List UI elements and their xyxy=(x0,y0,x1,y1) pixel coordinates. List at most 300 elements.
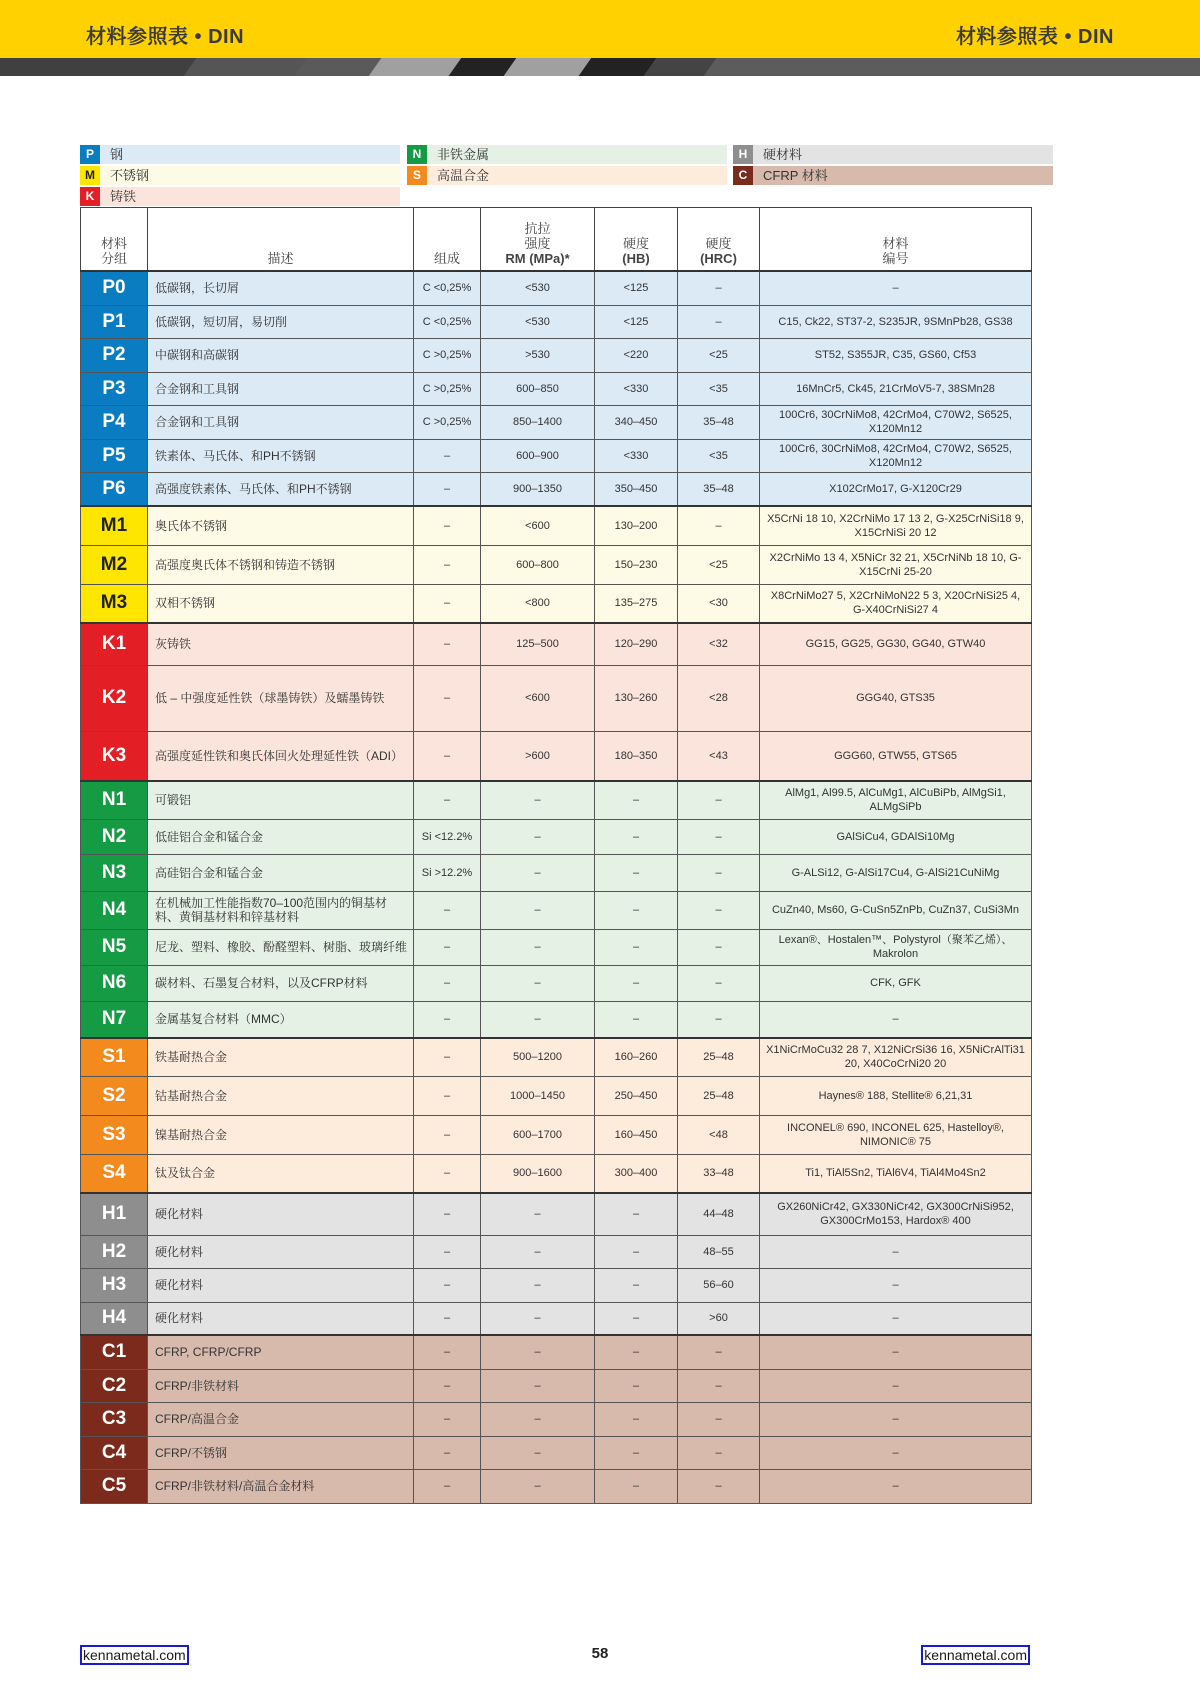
hardness-hrc-value: 35–48 xyxy=(678,472,760,506)
material-number-value: – xyxy=(760,1268,1032,1302)
hardness-hb-value: 135–275 xyxy=(595,584,678,623)
hardness-hb-value: <220 xyxy=(595,338,678,372)
hardness-hrc-value: – xyxy=(678,891,760,929)
material-number-value: G-ALSi12, G-AlSi17Cu4, G-AlSi21CuNiMg xyxy=(760,854,1032,891)
hardness-hb-value: – xyxy=(595,1268,678,1302)
tensile-strength-value: – xyxy=(481,781,595,819)
material-number-value: – xyxy=(760,1436,1032,1469)
composition-value: – xyxy=(414,665,481,731)
tensile-strength-value: >530 xyxy=(481,338,595,372)
composition-value: – xyxy=(414,965,481,1001)
hardness-hb-value: – xyxy=(595,1436,678,1469)
legend-badge: S xyxy=(407,166,427,185)
hardness-hb-value: – xyxy=(595,854,678,891)
header-tensile-strength: 抗拉 强度 RM (MPa)* xyxy=(481,208,595,272)
hardness-hrc-value: <43 xyxy=(678,731,760,781)
composition-value: Si <12.2% xyxy=(414,819,481,854)
material-group-code: S2 xyxy=(81,1076,148,1115)
header-material-number: 材料 编号 xyxy=(760,208,1032,272)
tensile-strength-value: – xyxy=(481,1369,595,1402)
table-row xyxy=(81,781,1032,819)
material-description: CFRP/非铁材料 xyxy=(148,1369,414,1402)
hardness-hb-value: – xyxy=(595,1302,678,1335)
tensile-strength-value: – xyxy=(481,1193,595,1235)
hardness-hb-value: 130–200 xyxy=(595,506,678,545)
legend-column xyxy=(80,145,400,208)
material-group-code: N2 xyxy=(81,819,148,854)
table-row xyxy=(81,1001,1032,1038)
tensile-strength-value: 600–800 xyxy=(481,545,595,584)
hardness-hrc-value: – xyxy=(678,1335,760,1369)
hardness-hb-value: 180–350 xyxy=(595,731,678,781)
legend-item xyxy=(80,187,400,208)
composition-value: – xyxy=(414,1076,481,1115)
hardness-hb-value: 160–260 xyxy=(595,1038,678,1076)
legend-label: 钢 xyxy=(100,145,400,164)
hardness-hrc-value: >60 xyxy=(678,1302,760,1335)
legend-badge: P xyxy=(80,145,100,164)
material-group-code: M3 xyxy=(81,584,148,623)
table-row xyxy=(81,545,1032,584)
material-group-code: N7 xyxy=(81,1001,148,1038)
tensile-strength-value: 500–1200 xyxy=(481,1038,595,1076)
material-number-value: – xyxy=(760,271,1032,305)
table-row xyxy=(81,405,1032,439)
tensile-strength-value: 600–1700 xyxy=(481,1115,595,1154)
page-header-bar xyxy=(0,0,1200,58)
composition-value: – xyxy=(414,1038,481,1076)
tensile-strength-value: >600 xyxy=(481,731,595,781)
legend-item xyxy=(407,166,727,187)
tensile-strength-value: 125–500 xyxy=(481,623,595,665)
hardness-hrc-value: – xyxy=(678,1001,760,1038)
material-number-value: – xyxy=(760,1335,1032,1369)
material-group-code: H2 xyxy=(81,1235,148,1268)
tensile-strength-value: 850–1400 xyxy=(481,405,595,439)
legend-badge: H xyxy=(733,145,753,164)
table-row xyxy=(81,338,1032,372)
material-description: 低硅铝合金和锰合金 xyxy=(148,819,414,854)
hardness-hb-value: – xyxy=(595,1402,678,1436)
header-description: 描述 xyxy=(148,208,414,272)
tensile-strength-value: <530 xyxy=(481,305,595,338)
tensile-strength-value: – xyxy=(481,1268,595,1302)
table-row xyxy=(81,1268,1032,1302)
legend-label: CFRP 材料 xyxy=(753,166,1053,185)
tensile-strength-value: 600–850 xyxy=(481,372,595,405)
composition-value: C >0,25% xyxy=(414,372,481,405)
hardness-hb-value: – xyxy=(595,929,678,965)
hardness-hb-value: <125 xyxy=(595,271,678,305)
material-description: 高强度延性铁和奥氏体回火处理延性铁（ADI） xyxy=(148,731,414,781)
material-number-value: ST52, S355JR, C35, GS60, Cf53 xyxy=(760,338,1032,372)
composition-value: – xyxy=(414,472,481,506)
material-group-code: S3 xyxy=(81,1115,148,1154)
material-description: 在机械加工性能指数70–100范围内的铜基材料、黄铜基材料和锌基材料 xyxy=(148,891,414,929)
header-composition: 组成 xyxy=(414,208,481,272)
legend-item xyxy=(733,166,1053,187)
composition-value: – xyxy=(414,781,481,819)
tensile-strength-value: – xyxy=(481,1469,595,1503)
hardness-hb-value: – xyxy=(595,965,678,1001)
composition-value: – xyxy=(414,891,481,929)
tensile-strength-value: – xyxy=(481,1402,595,1436)
material-number-value: – xyxy=(760,1235,1032,1268)
table-row xyxy=(81,929,1032,965)
tensile-strength-value: – xyxy=(481,854,595,891)
hardness-hb-value: <330 xyxy=(595,439,678,472)
hardness-hb-value: 350–450 xyxy=(595,472,678,506)
hardness-hrc-value: – xyxy=(678,929,760,965)
material-group-code: H1 xyxy=(81,1193,148,1235)
hardness-hrc-value: <48 xyxy=(678,1115,760,1154)
hardness-hb-value: – xyxy=(595,781,678,819)
material-description: 高强度奥氏体不锈钢和铸造不锈钢 xyxy=(148,545,414,584)
table-row xyxy=(81,305,1032,338)
material-number-value: X8CrNiMo27 5, X2CrNiMoN22 5 3, X20CrNiSi25 4, G-X40CrNiSi27 4 xyxy=(760,584,1032,623)
tensile-strength-value: <600 xyxy=(481,506,595,545)
hardness-hb-value: 160–450 xyxy=(595,1115,678,1154)
composition-value: C <0,25% xyxy=(414,271,481,305)
tensile-strength-value: – xyxy=(481,1335,595,1369)
kennametal-link-right[interactable]: kennametal.com xyxy=(921,1645,1030,1665)
legend-item xyxy=(80,145,400,166)
kennametal-link-left[interactable]: kennametal.com xyxy=(80,1645,189,1665)
material-description: 尼龙、塑料、橡胶、酚醛塑料、树脂、玻璃纤维 xyxy=(148,929,414,965)
hardness-hb-value: 340–450 xyxy=(595,405,678,439)
hardness-hrc-value: – xyxy=(678,854,760,891)
composition-value: – xyxy=(414,1302,481,1335)
material-number-value: GAlSiCu4, GDAlSi10Mg xyxy=(760,819,1032,854)
table-row xyxy=(81,1193,1032,1235)
hardness-hrc-value: 25–48 xyxy=(678,1076,760,1115)
material-group-code: K1 xyxy=(81,623,148,665)
footer-right xyxy=(921,1645,1030,1665)
hardness-hrc-value: – xyxy=(678,1369,760,1402)
material-number-value: X1NiCrMoCu32 28 7, X12NiCrSi36 16, X5NiCrAlTi31 20, X40CoCrNi20 20 xyxy=(760,1038,1032,1076)
table-row xyxy=(81,472,1032,506)
hardness-hrc-value: – xyxy=(678,1402,760,1436)
material-description: 钛及钛合金 xyxy=(148,1154,414,1193)
header-hardness-hb: 硬度 (HB) xyxy=(595,208,678,272)
material-group-code: N6 xyxy=(81,965,148,1001)
table-row xyxy=(81,1302,1032,1335)
legend-badge: K xyxy=(80,187,100,206)
tensile-strength-value: 900–1350 xyxy=(481,472,595,506)
composition-value: – xyxy=(414,1335,481,1369)
hardness-hb-value: <330 xyxy=(595,372,678,405)
composition-value: – xyxy=(414,545,481,584)
material-description: 奥氏体不锈钢 xyxy=(148,506,414,545)
material-group-code: N1 xyxy=(81,781,148,819)
tensile-strength-value: <600 xyxy=(481,665,595,731)
hardness-hrc-value: 44–48 xyxy=(678,1193,760,1235)
tensile-strength-value: <530 xyxy=(481,271,595,305)
material-group-code: K3 xyxy=(81,731,148,781)
material-group-code: P2 xyxy=(81,338,148,372)
material-number-value: – xyxy=(760,1369,1032,1402)
material-description: 灰铸铁 xyxy=(148,623,414,665)
table-row xyxy=(81,1154,1032,1193)
material-description: 低 – 中强度延性铁（球墨铸铁）及蠕墨铸铁 xyxy=(148,665,414,731)
hardness-hrc-value: – xyxy=(678,1469,760,1503)
decorative-stripe xyxy=(0,58,1200,76)
tensile-strength-value: – xyxy=(481,965,595,1001)
table-row xyxy=(81,891,1032,929)
hardness-hb-value: – xyxy=(595,891,678,929)
hardness-hb-value: 250–450 xyxy=(595,1076,678,1115)
hardness-hb-value: – xyxy=(595,1335,678,1369)
hardness-hrc-value: 25–48 xyxy=(678,1038,760,1076)
material-group-code: K2 xyxy=(81,665,148,731)
material-group-code: H3 xyxy=(81,1268,148,1302)
composition-value: – xyxy=(414,929,481,965)
material-group-code: P1 xyxy=(81,305,148,338)
composition-value: – xyxy=(414,1154,481,1193)
hardness-hrc-value: – xyxy=(678,271,760,305)
material-number-value: – xyxy=(760,1302,1032,1335)
material-number-value: GGG60, GTW55, GTS65 xyxy=(760,731,1032,781)
material-reference-table xyxy=(80,207,1032,1504)
material-group-code: P6 xyxy=(81,472,148,506)
composition-value: Si >12.2% xyxy=(414,854,481,891)
tensile-strength-value: – xyxy=(481,1235,595,1268)
material-number-value: INCONEL® 690, INCONEL 625, Hastelloy®, NIMONIC® 75 xyxy=(760,1115,1032,1154)
composition-value: – xyxy=(414,1115,481,1154)
hardness-hrc-value: <32 xyxy=(678,623,760,665)
material-description: 碳材料、石墨复合材料，以及CFRP材料 xyxy=(148,965,414,1001)
material-number-value: GG15, GG25, GG30, GG40, GTW40 xyxy=(760,623,1032,665)
hardness-hrc-value: <35 xyxy=(678,439,760,472)
material-group-code: N5 xyxy=(81,929,148,965)
hardness-hb-value: 150–230 xyxy=(595,545,678,584)
table-row xyxy=(81,506,1032,545)
legend-item xyxy=(80,166,400,187)
hardness-hb-value: – xyxy=(595,819,678,854)
table-row xyxy=(81,1436,1032,1469)
material-description: CFRP/高温合金 xyxy=(148,1402,414,1436)
hardness-hrc-value: 33–48 xyxy=(678,1154,760,1193)
composition-value: – xyxy=(414,584,481,623)
composition-value: – xyxy=(414,731,481,781)
material-description: 低碳钢，短切屑，易切削 xyxy=(148,305,414,338)
legend-item xyxy=(733,145,1053,166)
hardness-hb-value: 120–290 xyxy=(595,623,678,665)
table-row xyxy=(81,1369,1032,1402)
material-number-value: Ti1, TiAl5Sn2, TiAl6V4, TiAl4Mo4Sn2 xyxy=(760,1154,1032,1193)
material-description: 低碳钢，长切屑 xyxy=(148,271,414,305)
composition-value: – xyxy=(414,439,481,472)
composition-value: – xyxy=(414,1001,481,1038)
composition-value: – xyxy=(414,1235,481,1268)
material-description: 合金钢和工具钢 xyxy=(148,405,414,439)
table-row xyxy=(81,731,1032,781)
legend-column xyxy=(733,145,1053,187)
legend-label: 不锈钢 xyxy=(100,166,400,185)
material-group-code: M2 xyxy=(81,545,148,584)
table-row xyxy=(81,665,1032,731)
page-number: 58 xyxy=(591,1645,609,1662)
material-number-value: X2CrNiMo 13 4, X5NiCr 32 21, X5CrNiNb 18 10, G-X15CrNi 25-20 xyxy=(760,545,1032,584)
material-number-value: GX260NiCr42, GX330NiCr42, GX300CrNiSi952, GX300CrMo153, Hardox® 400 xyxy=(760,1193,1032,1235)
legend-column xyxy=(407,145,727,187)
hardness-hrc-value: 56–60 xyxy=(678,1268,760,1302)
table-row xyxy=(81,965,1032,1001)
hardness-hrc-value: – xyxy=(678,819,760,854)
material-description: 硬化材料 xyxy=(148,1193,414,1235)
footer-left xyxy=(80,1645,189,1665)
table-row xyxy=(81,1115,1032,1154)
material-number-value: C15, Ck22, ST37-2, S235JR, 9SMnPb28, GS38 xyxy=(760,305,1032,338)
material-description: CFRP, CFRP/CFRP xyxy=(148,1335,414,1369)
tensile-strength-value: – xyxy=(481,929,595,965)
table-row xyxy=(81,1469,1032,1503)
material-number-value: 100Cr6, 30CrNiMo8, 42CrMo4, C70W2, S6525, X120Mn12 xyxy=(760,439,1032,472)
table-row xyxy=(81,1335,1032,1369)
table-row xyxy=(81,1402,1032,1436)
material-number-value: Haynes® 188, Stellite® 6,21,31 xyxy=(760,1076,1032,1115)
material-description: 高硅铝合金和锰合金 xyxy=(148,854,414,891)
hardness-hrc-value: – xyxy=(678,781,760,819)
material-number-value: GGG40, GTS35 xyxy=(760,665,1032,731)
table-row xyxy=(81,372,1032,405)
page-title-left: 材料参照表 • DIN xyxy=(86,26,245,48)
composition-value: C >0,25% xyxy=(414,405,481,439)
material-number-value: – xyxy=(760,1402,1032,1436)
header-group: 材料 分组 xyxy=(81,208,148,272)
material-description: 铁基耐热合金 xyxy=(148,1038,414,1076)
table-row xyxy=(81,1038,1032,1076)
composition-value: – xyxy=(414,506,481,545)
material-description: 钴基耐热合金 xyxy=(148,1076,414,1115)
material-description: 双相不锈钢 xyxy=(148,584,414,623)
table-row xyxy=(81,584,1032,623)
legend-badge: M xyxy=(80,166,100,185)
composition-value: – xyxy=(414,623,481,665)
hardness-hb-value: – xyxy=(595,1001,678,1038)
material-description: 硬化材料 xyxy=(148,1268,414,1302)
material-number-value: Lexan®、Hostalen™、Polystyrol（聚苯乙烯）、Makrolon xyxy=(760,929,1032,965)
table-row xyxy=(81,271,1032,305)
material-group-code: C4 xyxy=(81,1436,148,1469)
material-group-code: C1 xyxy=(81,1335,148,1369)
composition-value: – xyxy=(414,1436,481,1469)
table-row xyxy=(81,1235,1032,1268)
legend-item xyxy=(407,145,727,166)
hardness-hrc-value: – xyxy=(678,506,760,545)
table-row xyxy=(81,819,1032,854)
legend-badge: N xyxy=(407,145,427,164)
hardness-hb-value: – xyxy=(595,1193,678,1235)
material-group-code: C2 xyxy=(81,1369,148,1402)
table-body xyxy=(81,271,1032,1503)
tensile-strength-value: 1000–1450 xyxy=(481,1076,595,1115)
tensile-strength-value: – xyxy=(481,819,595,854)
material-number-value: – xyxy=(760,1001,1032,1038)
material-number-value: CFK, GFK xyxy=(760,965,1032,1001)
material-group-code: S1 xyxy=(81,1038,148,1076)
material-number-value: X102CrMo17, G-X120Cr29 xyxy=(760,472,1032,506)
material-description: CFRP/不锈钢 xyxy=(148,1436,414,1469)
composition-value: C <0,25% xyxy=(414,305,481,338)
material-number-value: X5CrNi 18 10, X2CrNiMo 17 13 2, G-X25CrNiSi18 9, X15CrNiSi 20 12 xyxy=(760,506,1032,545)
hardness-hb-value: <125 xyxy=(595,305,678,338)
composition-value: – xyxy=(414,1402,481,1436)
hardness-hb-value: – xyxy=(595,1369,678,1402)
material-group-code: S4 xyxy=(81,1154,148,1193)
material-group-code: N3 xyxy=(81,854,148,891)
material-description: 可锻铝 xyxy=(148,781,414,819)
page-title-right: 材料参照表 • DIN xyxy=(955,26,1114,48)
material-description: 镍基耐热合金 xyxy=(148,1115,414,1154)
legend-label: 高温合金 xyxy=(427,166,727,185)
header-hardness-hrc: 硬度 (HRC) xyxy=(678,208,760,272)
composition-value: C >0,25% xyxy=(414,338,481,372)
tensile-strength-value: – xyxy=(481,1436,595,1469)
tensile-strength-value: – xyxy=(481,891,595,929)
hardness-hrc-value: <25 xyxy=(678,545,760,584)
composition-value: – xyxy=(414,1469,481,1503)
material-description: 铁素体、马氏体、和PH不锈钢 xyxy=(148,439,414,472)
material-description: 金属基复合材料（MMC） xyxy=(148,1001,414,1038)
composition-value: – xyxy=(414,1268,481,1302)
material-group-code: P4 xyxy=(81,405,148,439)
material-group-code: P0 xyxy=(81,271,148,305)
tensile-strength-value: <800 xyxy=(481,584,595,623)
material-description: 合金钢和工具钢 xyxy=(148,372,414,405)
material-group-code: C5 xyxy=(81,1469,148,1503)
table-row xyxy=(81,1076,1032,1115)
material-number-value: – xyxy=(760,1469,1032,1503)
material-description: CFRP/非铁材料/高温合金材料 xyxy=(148,1469,414,1503)
material-description: 硬化材料 xyxy=(148,1302,414,1335)
composition-value: – xyxy=(414,1369,481,1402)
legend-label: 铸铁 xyxy=(100,187,400,206)
hardness-hrc-value: 48–55 xyxy=(678,1235,760,1268)
material-number-value: CuZn40, Ms60, G-CuSn5ZnPb, CuZn37, CuSi3Mn xyxy=(760,891,1032,929)
hardness-hrc-value: <25 xyxy=(678,338,760,372)
material-number-value: AlMg1, Al99.5, AlCuMg1, AlCuBiPb, AlMgSi1, ALMgSiPb xyxy=(760,781,1032,819)
tensile-strength-value: 600–900 xyxy=(481,439,595,472)
tensile-strength-value: – xyxy=(481,1001,595,1038)
material-group-code: H4 xyxy=(81,1302,148,1335)
composition-value: – xyxy=(414,1193,481,1235)
table-row xyxy=(81,623,1032,665)
material-description: 高强度铁素体、马氏体、和PH不锈钢 xyxy=(148,472,414,506)
hardness-hrc-value: – xyxy=(678,1436,760,1469)
material-description: 硬化材料 xyxy=(148,1235,414,1268)
table-row xyxy=(81,854,1032,891)
hardness-hrc-value: 35–48 xyxy=(678,405,760,439)
material-group-code: P3 xyxy=(81,372,148,405)
material-description: 中碳钢和高碳钢 xyxy=(148,338,414,372)
legend-label: 硬材料 xyxy=(753,145,1053,164)
material-group-code: M1 xyxy=(81,506,148,545)
hardness-hrc-value: – xyxy=(678,305,760,338)
hardness-hrc-value: <30 xyxy=(678,584,760,623)
hardness-hrc-value: – xyxy=(678,965,760,1001)
hardness-hb-value: 130–260 xyxy=(595,665,678,731)
material-number-value: 100Cr6, 30CrNiMo8, 42CrMo4, C70W2, S6525, X120Mn12 xyxy=(760,405,1032,439)
hardness-hb-value: 300–400 xyxy=(595,1154,678,1193)
hardness-hb-value: – xyxy=(595,1235,678,1268)
tensile-strength-value: – xyxy=(481,1302,595,1335)
material-number-value: 16MnCr5, Ck45, 21CrMoV5-7, 38SMn28 xyxy=(760,372,1032,405)
material-group-code: N4 xyxy=(81,891,148,929)
hardness-hb-value: – xyxy=(595,1469,678,1503)
legend-label: 非铁金属 xyxy=(427,145,727,164)
table-row xyxy=(81,439,1032,472)
